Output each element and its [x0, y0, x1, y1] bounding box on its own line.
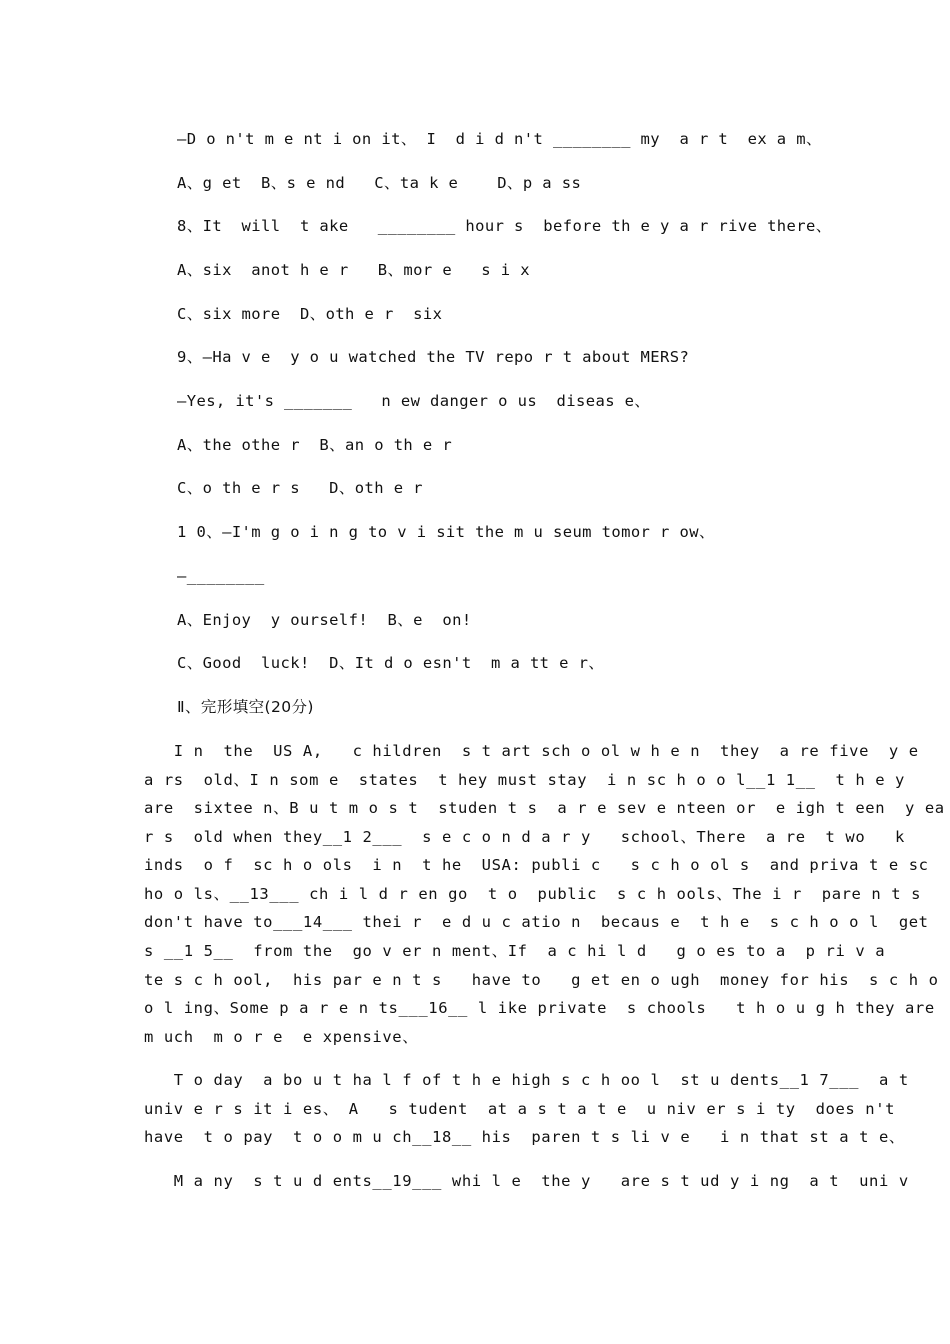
section-heading-cloze: Ⅱ、完形填空(20分): [177, 698, 314, 716]
passage-line: te s c h ool, his par e n t s have to g et en o ugh money for his s c h o: [144, 971, 939, 989]
passage-line: don't have to___14___ thei r e d u c atio n becaus e t h e s c h o o l get: [144, 913, 929, 931]
q10-response: —________: [177, 567, 265, 585]
passage-line: inds o f sc h o ols i n t he USA: publi c s c h o ol s and priva t e sc: [144, 856, 929, 874]
passage-line: m uch m o r e e xpensive、: [144, 1028, 419, 1046]
q9-response: —Yes, it's _______ n ew danger o us diseas e、: [177, 392, 651, 410]
passage-line: I n the US A, c hildren s t art sch o ol w h e n they a re five y e: [144, 742, 919, 760]
passage-line: r s old when they__1 2___ s e c o n d a r y school、There a re t wo k: [144, 828, 905, 846]
q8-options-line2: C、six more D、oth e r six: [177, 305, 443, 323]
passage-line: M a ny s t u d ents__19___ whi l e the y are s t ud y i ng a t uni v: [144, 1172, 909, 1190]
q9-stem: 9、—Ha v e y o u watched the TV repo r t about MERS?: [177, 348, 690, 366]
q10-stem: 1 0、—I'm g o i n g to v i sit the m u seum tomor r ow、: [177, 523, 715, 541]
q8-options-line1: A、six anot h e r B、mor e s i x: [177, 261, 530, 279]
q10-options-line2: C、Good luck! D、It d o esn't m a tt e r、: [177, 654, 605, 672]
passage-line: are sixtee n、B u t m o s t studen t s a r e sev e nteen or e igh t een y ea: [144, 799, 945, 817]
passage-line: univ e r s it i es、 A s tudent at a s t a t e u niv er s i ty does n't: [144, 1100, 896, 1118]
q7-options: A、g et B、s e nd C、ta k e D、p a ss: [177, 174, 582, 192]
q9-options-line2: C、o th e r s D、oth e r: [177, 479, 423, 497]
q10-options-line1: A、Enjoy y ourself! B、e on!: [177, 611, 472, 629]
q8-stem: 8、It will t ake ________ hour s before th e y a r rive there、: [177, 217, 832, 235]
passage-line: ho o ls、__13___ ch i l d r en go t o public s c h ools、The i r pare n t s: [144, 885, 922, 903]
passage-line: s __1 5__ from the go v er n ment、If a c hi l d g o es to a p ri v a: [144, 942, 886, 960]
passage-line: T o day a bo u t ha l f of t h e high s c h oo l st u dents__1 7___ a t: [144, 1071, 909, 1089]
passage-line: have t o pay t o o m u ch__18__ his paren t s li v e i n that st a t e、: [144, 1128, 905, 1146]
passage-line: o l ing、Some p a r e n ts___16__ l ike private s chools t h o u g h they are: [144, 999, 935, 1017]
q9-options-line1: A、the othe r B、an o th e r: [177, 436, 453, 454]
q7-response: —D o n't m e nt i on it、 I d i d n't ________ my a r t ex a m、: [177, 130, 822, 148]
passage-line: a rs old、I n som e states t hey must stay i n sc h o o l__1 1__ t h e y: [144, 771, 905, 789]
